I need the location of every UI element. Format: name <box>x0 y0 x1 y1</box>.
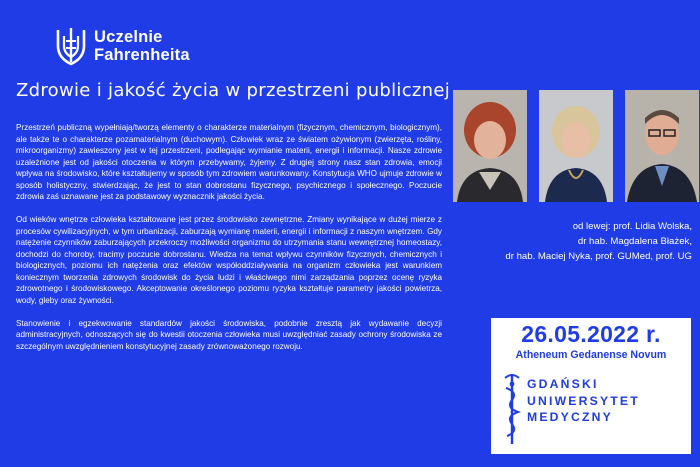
logo-line-1: Uczelnie <box>94 28 163 46</box>
paragraph-3: Stanowienie i egzekwowanie standardów jakości środowiska, podobnie zresztą jak wydawanie decyzji administracyjnych, odnoszących się do kwestii otoczenia człowieka musi uwzględniać zasady ochrony środowiska ze szczególnym uwzględnieniem konstytucyjnej zasady zrównoważonego rozwoju. <box>16 318 442 351</box>
event-date: 26.05.2022 r. <box>521 321 661 347</box>
caduceus-icon <box>503 370 521 446</box>
person-portrait-icon <box>453 90 527 202</box>
caption-line-1: od lewej: prof. Lidia Wolska, <box>572 221 692 232</box>
gumed-logo-text <box>527 376 640 426</box>
page-title: Zdrowie i jakość życia w przestrzeni publicznej <box>16 80 451 101</box>
gumed-line-2: UNIWERSYTET <box>527 393 640 408</box>
caption-line-3: dr hab. Maciej Nyka, prof. GUMed, prof. UG <box>505 251 692 262</box>
speaker-photo-3 <box>625 90 699 202</box>
article-body <box>16 122 442 364</box>
paragraph-2: Od wieków wnętrze człowieka kształtowane jest przez środowisko zewnętrzne. Zmiany wynikające w dużej mierze z procesów cywilizacyjnych, w tym urbanizacji, zaburzają wymianę materii, energii i informacji z naszym wnętrzem. Gdy natężenie czynników zaburzających przekroczy możliwości organizmu do utrzymania stanu wewnętrznej homeostazy, dochodzi do choroby, tracimy poczucie dobrostanu. Wiedza na temat wpływu czynników fizycznych, chemicznych i biologicznych, poziomu ich natężenia oraz efektów współoddziaływania na organizm człowieka jest warunkiem koniecznym tworzenia zdrowych środowisk do życia ludzi i właściwego nimi zarządzania poprzez ocenę ryzyka zdrowotnego i środowiskowego. Akceptowanie określonego poziomu ryzyka kształtuje parametry jakości powietrza, wody, gleby oraz żywności. <box>16 215 442 305</box>
gdansk-crest-icon <box>54 26 88 66</box>
logo-line-2: Fahrenheita <box>94 46 190 64</box>
uczelnie-fahrenheita-logo <box>54 26 190 66</box>
gumed-line-1: GDAŃSKI <box>527 377 599 391</box>
person-portrait-icon <box>625 90 699 202</box>
gumed-line-3: MEDYCZNY <box>527 410 613 424</box>
person-portrait-icon <box>539 90 613 202</box>
speaker-photos <box>453 90 699 202</box>
event-info-box <box>491 318 691 454</box>
caption-line-2: dr hab. Magdalena Błażek, <box>577 236 692 247</box>
speaker-photo-1 <box>453 90 527 202</box>
photo-caption <box>392 219 692 264</box>
paragraph-1: Przestrzeń publiczną wypełniają/tworzą elementy o charakterze materialnym (fizycznym, chemicznym, biologicznym), ale także te o charakterze pozamaterialnym (duchowym). Człowiek wraz ze światem ożywionym (zwierzęta, rośliny, mikroorganizmy) zawieszony jest w tej przestrzeni, podlegając wymianie materii, energii i informacji. Nasze zdrowie uzależnione jest od jakości otoczenia w którym przebywamy, żyjemy. Z drugiej strony nasz stan zdrowia, emocji wpływa na środowisko, które kształtujemy w sposób tym zdrowiem warunkowany. Konstytucja WHO ujmuje zdrowie w sposób holistyczny, stwierdzając, że jest to stan dobrostanu fizycznego, psychicznego i społecznego. Poczucie zdrowia zaś uznawane jest za podstawowy wyznacznik jakości życia. <box>16 123 442 201</box>
speaker-photo-2 <box>539 90 613 202</box>
event-place: Atheneum Gedanense Novum <box>515 349 667 361</box>
